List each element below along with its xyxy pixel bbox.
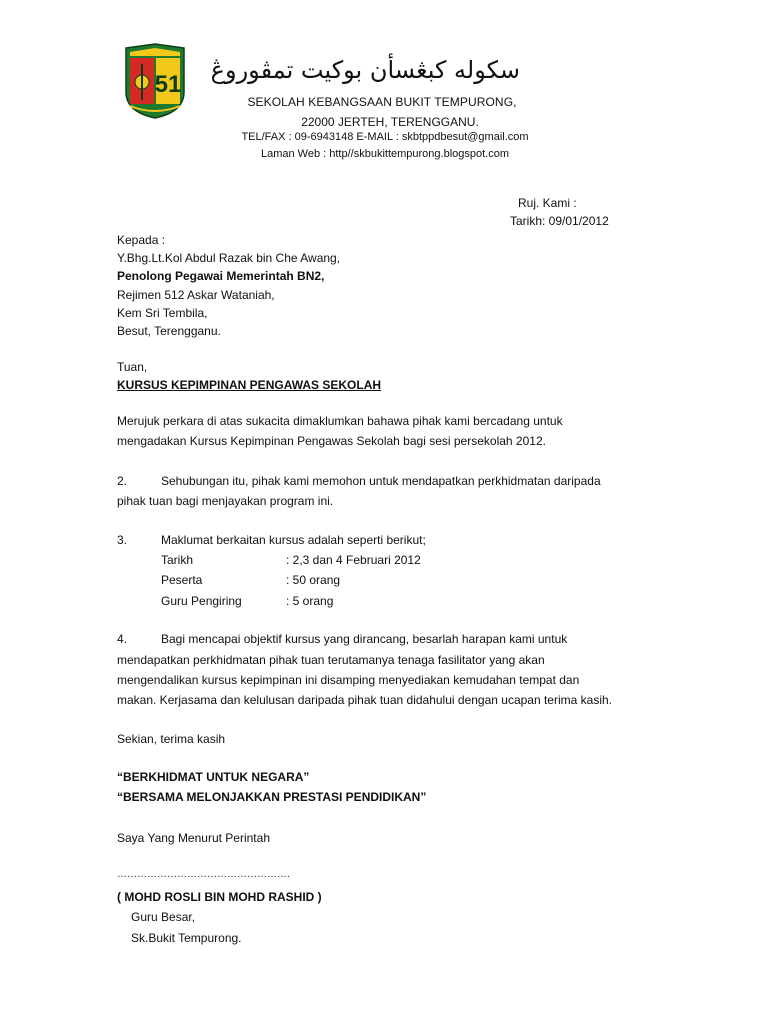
recipient-label: Kepada : xyxy=(117,233,166,247)
subject: KURSUS KEPIMPINAN PENGAWAS SEKOLAH xyxy=(117,378,382,392)
motto-2: “BERSAMA MELONJAKKAN PRESTASI PENDIDIKAN” xyxy=(117,790,427,804)
logo-number: 51 xyxy=(154,71,182,98)
detail-label: Guru Pengiring xyxy=(161,594,242,608)
contact-info: TEL/FAX : 09-6943148 E-MAIL : skbtppdbesut@gmail.com xyxy=(241,131,529,143)
letter-date: Tarikh: 09/01/2012 xyxy=(510,214,609,228)
recipient-address-1: Rejimen 512 Askar Wataniah, xyxy=(117,288,275,302)
paragraph-1-line-1: Merujuk perkara di atas sukacita dimaklumkan bahawa pihak kami bercadang untuk xyxy=(117,414,563,428)
jawi-school-name xyxy=(210,50,520,90)
signature-line: ……………………………………………. xyxy=(117,869,290,880)
paragraph-4-line-3: mengendalikan kursus kepimpinan ini disamping menyediakan kemudahan tempat dan xyxy=(117,673,580,687)
recipient-address-3: Besut, Terengganu. xyxy=(117,324,221,338)
detail-value: : 5 orang xyxy=(286,594,334,608)
school-address: 22000 JERTEH, TERENGGANU. xyxy=(301,115,479,129)
recipient-address-2: Kem Sri Tembila, xyxy=(117,306,208,320)
jawi-name-text: سکوله کبڠسأن بوکيت تمڤوروڠ xyxy=(210,56,520,84)
paragraph-3-number: 3. xyxy=(117,533,128,547)
detail-label: Tarikh xyxy=(161,553,194,567)
closing-yours: Saya Yang Menurut Perintah xyxy=(117,831,270,845)
paragraph-2-line-2: pihak tuan bagi menjayakan program ini. xyxy=(117,494,334,508)
paragraph-4-number: 4. xyxy=(117,632,128,646)
salutation: Tuan, xyxy=(117,360,148,374)
paragraph-1-line-2: mengadakan Kursus Kepimpinan Pengawas Sekolah bagi sesi persekolah 2012. xyxy=(117,434,546,448)
detail-value: : 50 orang xyxy=(286,573,341,587)
detail-value: : 2,3 dan 4 Februari 2012 xyxy=(286,553,421,567)
detail-label: Peserta xyxy=(161,573,203,587)
motto-1: “BERKHIDMAT UNTUK NEGARA” xyxy=(117,770,310,784)
paragraph-2-number: 2. xyxy=(117,474,128,488)
school-name: SEKOLAH KEBANGSAAN BUKIT TEMPURONG, xyxy=(247,95,517,109)
paragraph-3-line-1: Maklumat berkaitan kursus adalah seperti berikut; xyxy=(161,533,426,547)
closing-thanks: Sekian, terima kasih xyxy=(117,732,226,746)
recipient-name: Y.Bhg.Lt.Kol Abdul Razak bin Che Awang, xyxy=(117,251,341,265)
reference-number: Ruj. Kami : xyxy=(518,196,577,210)
paragraph-4-line-1: Bagi mencapai objektif kursus yang dirancang, besarlah harapan kami untuk xyxy=(161,632,568,646)
signer-position: Guru Besar, xyxy=(131,910,196,924)
paragraph-4-line-4: makan. Kerjasama dan kelulusan daripada pihak tuan didahului dengan ucapan terima kasih. xyxy=(117,693,612,707)
paragraph-4-line-2: mendapatkan perkhidmatan pihak tuan terutamanya tenaga fasilitator yang akan xyxy=(117,653,545,667)
website: Laman Web : http//skbukittempurong.blogspot.com xyxy=(260,148,510,160)
signer-school: Sk.Bukit Tempurong. xyxy=(131,931,242,945)
signer-name: ( MOHD ROSLI BIN MOHD RASHID ) xyxy=(117,890,322,904)
paragraph-2-line-1: Sehubungan itu, pihak kami memohon untuk mendapatkan perkhidmatan daripada xyxy=(161,474,601,488)
recipient-title: Penolong Pegawai Memerintah BN2, xyxy=(117,269,325,283)
